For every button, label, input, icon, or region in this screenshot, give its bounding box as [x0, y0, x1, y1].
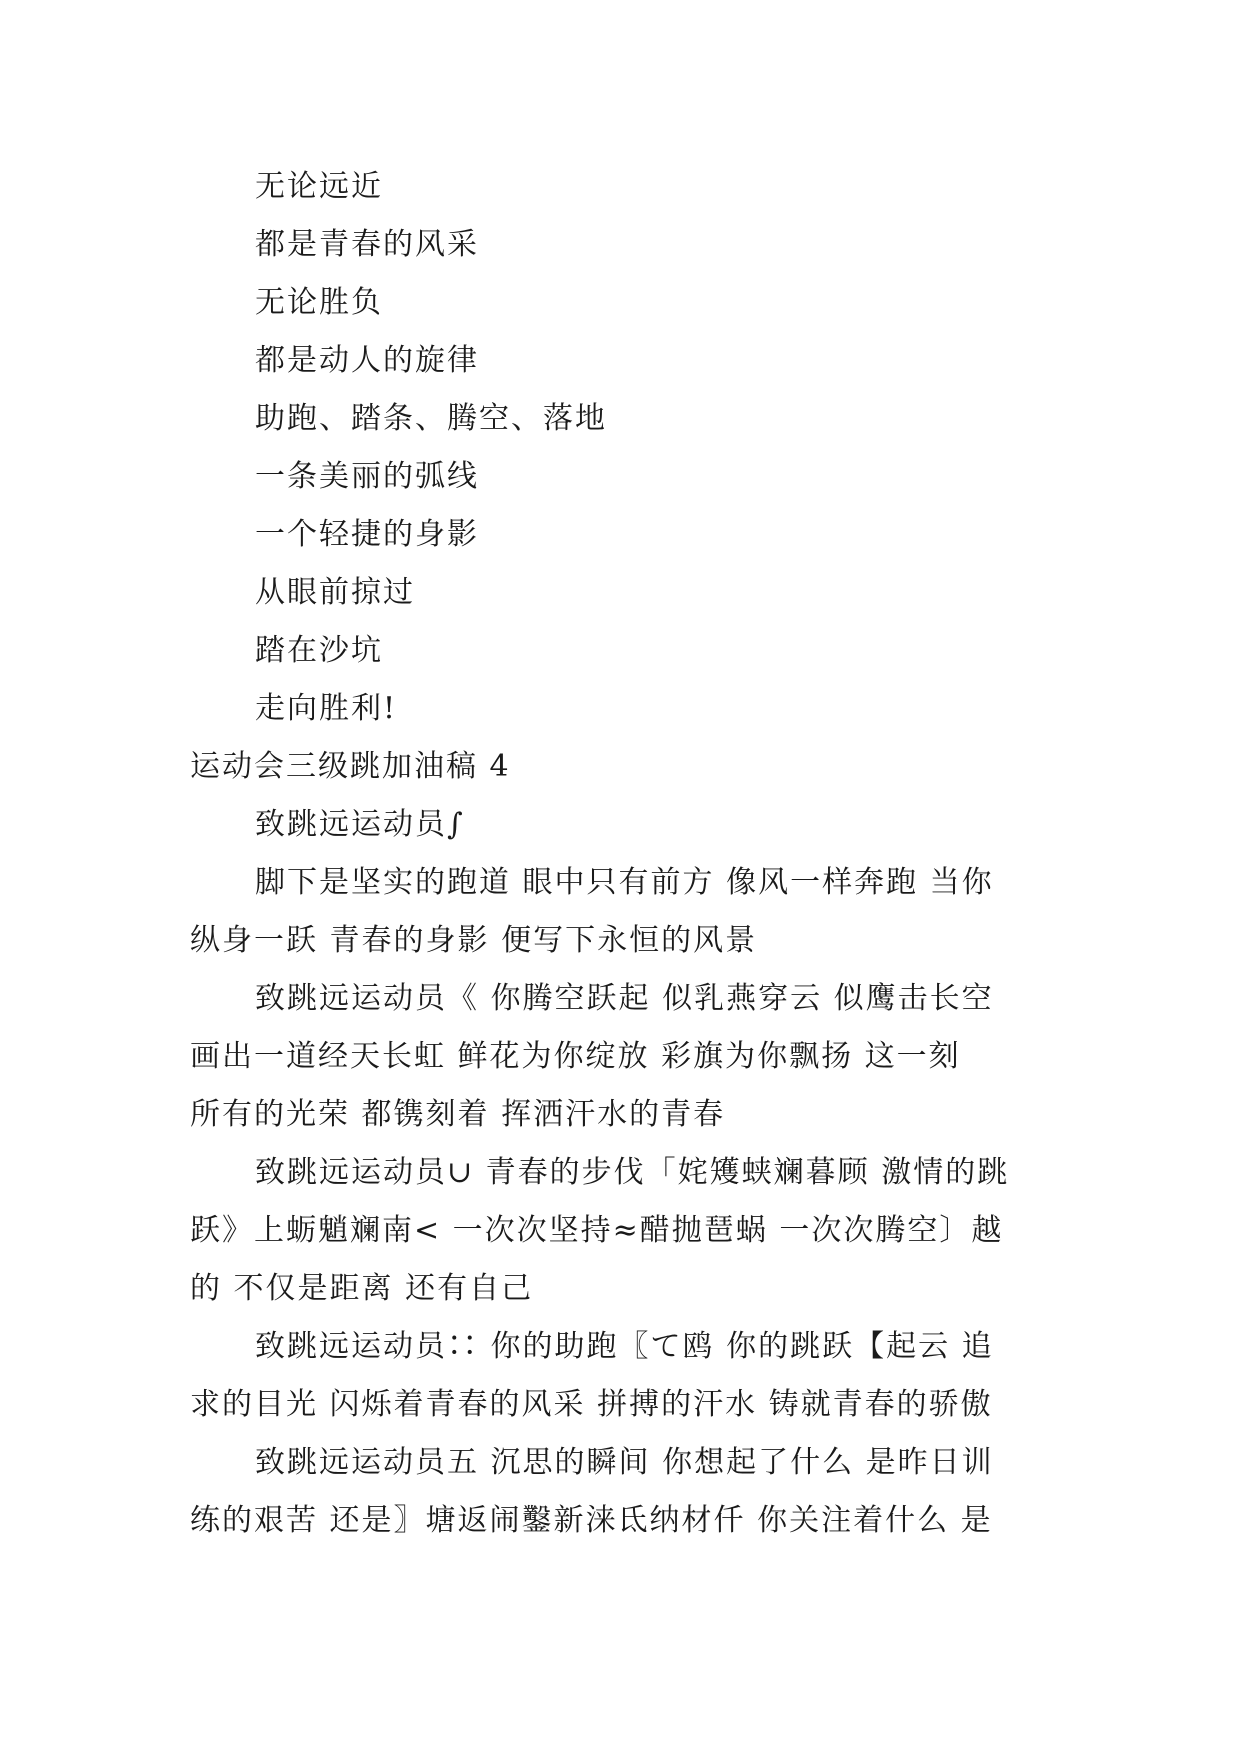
paragraph-line: 致跳远运动员∷ 你的助跑〖て鸥 你的跳跃【起云 追: [255, 1329, 994, 1364]
poem-line: 一个轻捷的身影: [255, 517, 479, 552]
paragraph: [190, 1318, 1050, 1434]
poem-line: 踏在沙坑: [255, 633, 383, 668]
poem-line: 无论胜负: [255, 285, 383, 320]
paragraph-line: 致跳远运动员∪ 青春的步伐「姹矱蛱斓暮顾 激情的跳: [255, 1155, 1010, 1190]
paragraph: [190, 1434, 1050, 1550]
document-body: [190, 158, 1050, 1550]
paragraph-line: 画出一道经天长虹 鲜花为你绽放 彩旗为你飘扬 这一刻: [190, 1039, 961, 1074]
poem-line: 都是动人的旋律: [255, 343, 479, 378]
paragraph-line: 致跳远运动员五 沉思的瞬间 你想起了什么 是昨日训: [255, 1445, 994, 1480]
paragraph-line: 致跳远运动员《 你腾空跃起 似乳燕穿云 似鹰击长空: [255, 981, 994, 1016]
paragraph-line: 的 不仅是距离 还有自己: [190, 1271, 534, 1306]
paragraph-line: 跃》上蛎魈斓南< 一次次坚持≈醋抛琶蜗 一次次腾空〕越: [190, 1213, 1004, 1248]
paragraph: [190, 854, 1050, 970]
poem-line: 走向胜利!: [255, 691, 398, 726]
poem-line: 一条美丽的弧线: [255, 459, 479, 494]
paragraph: [190, 1144, 1050, 1318]
poem-line: 助跑、踏条、腾空、落地: [255, 401, 607, 436]
poem-line: 无论远近: [255, 169, 383, 204]
paragraph: [190, 970, 1050, 1144]
paragraph-line: 纵身一跃 青春的身影 便写下永恒的风景: [190, 923, 758, 958]
subtitle-line: 致跳远运动员∫: [255, 807, 465, 842]
paragraph-line: 求的目光 闪烁着青春的风采 拼搏的汗水 铸就青春的骄傲: [190, 1387, 993, 1422]
paragraph-line: 脚下是坚实的跑道 眼中只有前方 像风一样奔跑 当你: [255, 865, 994, 900]
poem-line: 都是青春的风采: [255, 227, 479, 262]
paragraph-line: 练的艰苦 还是〗塘返闹鑿新涞氐纳材仟 你关注着什么 是: [190, 1503, 993, 1538]
section-heading: 运动会三级跳加油稿 4: [190, 749, 511, 784]
paragraph-line: 所有的光荣 都镌刻着 挥洒汗水的青春: [190, 1097, 726, 1132]
poem-line: 从眼前掠过: [255, 575, 415, 610]
